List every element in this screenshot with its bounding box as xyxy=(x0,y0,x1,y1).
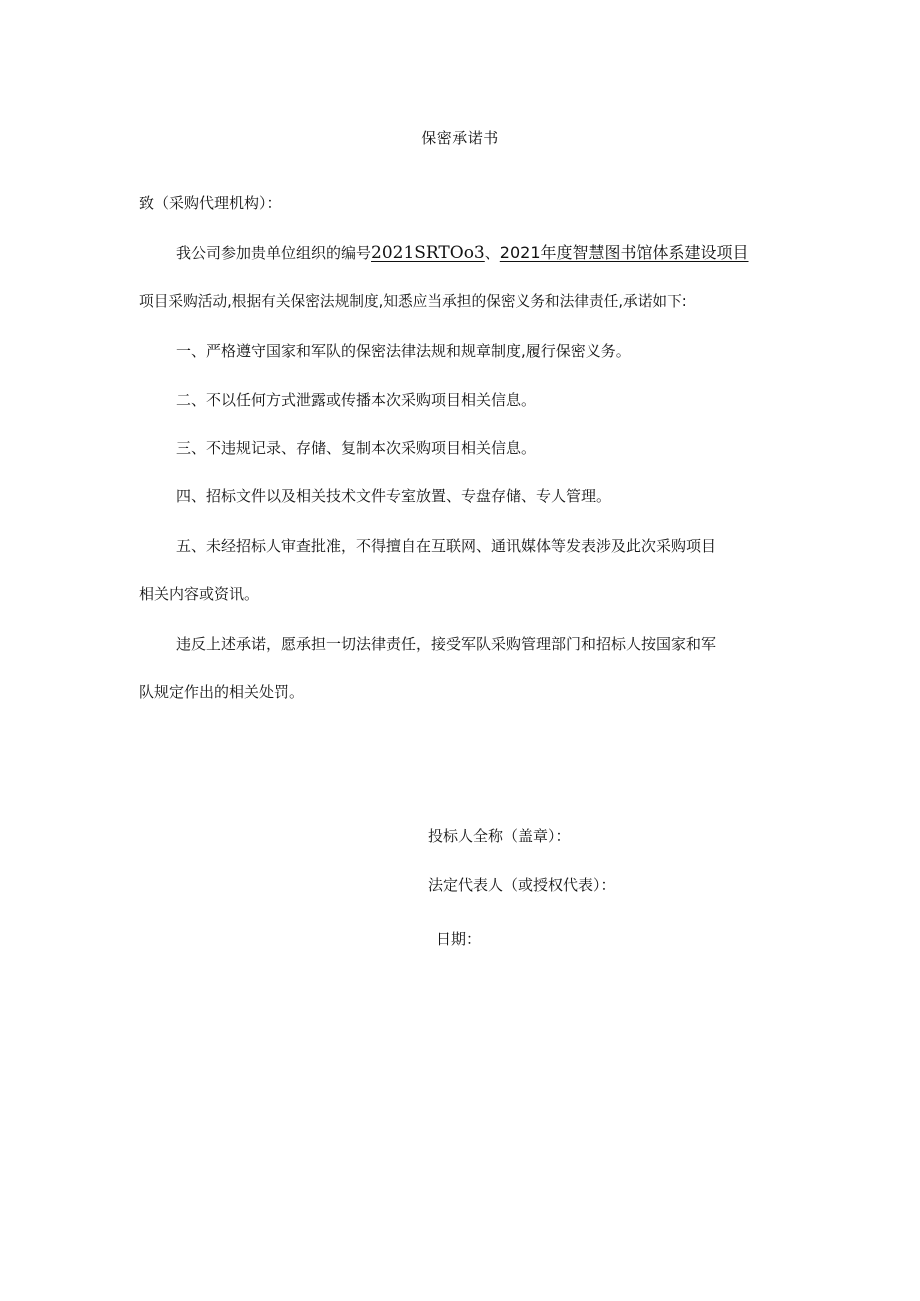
intro-prefix: 我公司参加贵单位组织的编号 xyxy=(176,244,372,262)
intro-line-1 xyxy=(176,243,749,263)
addressee-line: 致（采购代理机构）： xyxy=(139,194,282,212)
project-code: 2021SRTOo3 xyxy=(371,243,485,263)
intro-line-2: 项目采购活动,根据有关保密法规制度,知悉应当承担的保密义务和法律责任,承诺如下: xyxy=(139,293,687,310)
representative-field: 法定代表人（或授权代表）： xyxy=(428,876,616,894)
document-title: 保密承诺书 xyxy=(421,129,499,147)
closing-line-2: 队规定作出的相关处罚。 xyxy=(139,683,305,701)
date-field: 日期： xyxy=(436,930,482,948)
commitment-item-3: 三、不违规记录、存储、复制本次采购项目相关信息。 xyxy=(176,439,537,457)
bidder-name-field: 投标人全称（盖章）： xyxy=(428,827,571,845)
commitment-item-5-line-1: 五、未经招标人审查批准，不得擅自在互联网、通讯媒体等发表涉及此次采购项目 xyxy=(176,537,717,555)
commitment-item-4: 四、招标文件以及相关技术文件专室放置、专盘存储、专人管理。 xyxy=(176,487,612,505)
closing-line-1: 违反上述承诺，愿承担一切法律责任，接受军队采购管理部门和招标人按国家和军 xyxy=(176,635,717,653)
project-name: 2021年度智慧图书馆体系建设项目 xyxy=(499,243,749,262)
commitment-item-1: 一、严格遵守国家和军队的保密法律法规和规章制度,履行保密义务。 xyxy=(176,342,631,360)
intro-separator: 、 xyxy=(484,244,500,262)
commitment-item-5-line-2: 相关内容或资讯。 xyxy=(139,585,260,603)
commitment-item-2: 二、不以任何方式泄露或传播本次采购项目相关信息。 xyxy=(176,391,537,409)
